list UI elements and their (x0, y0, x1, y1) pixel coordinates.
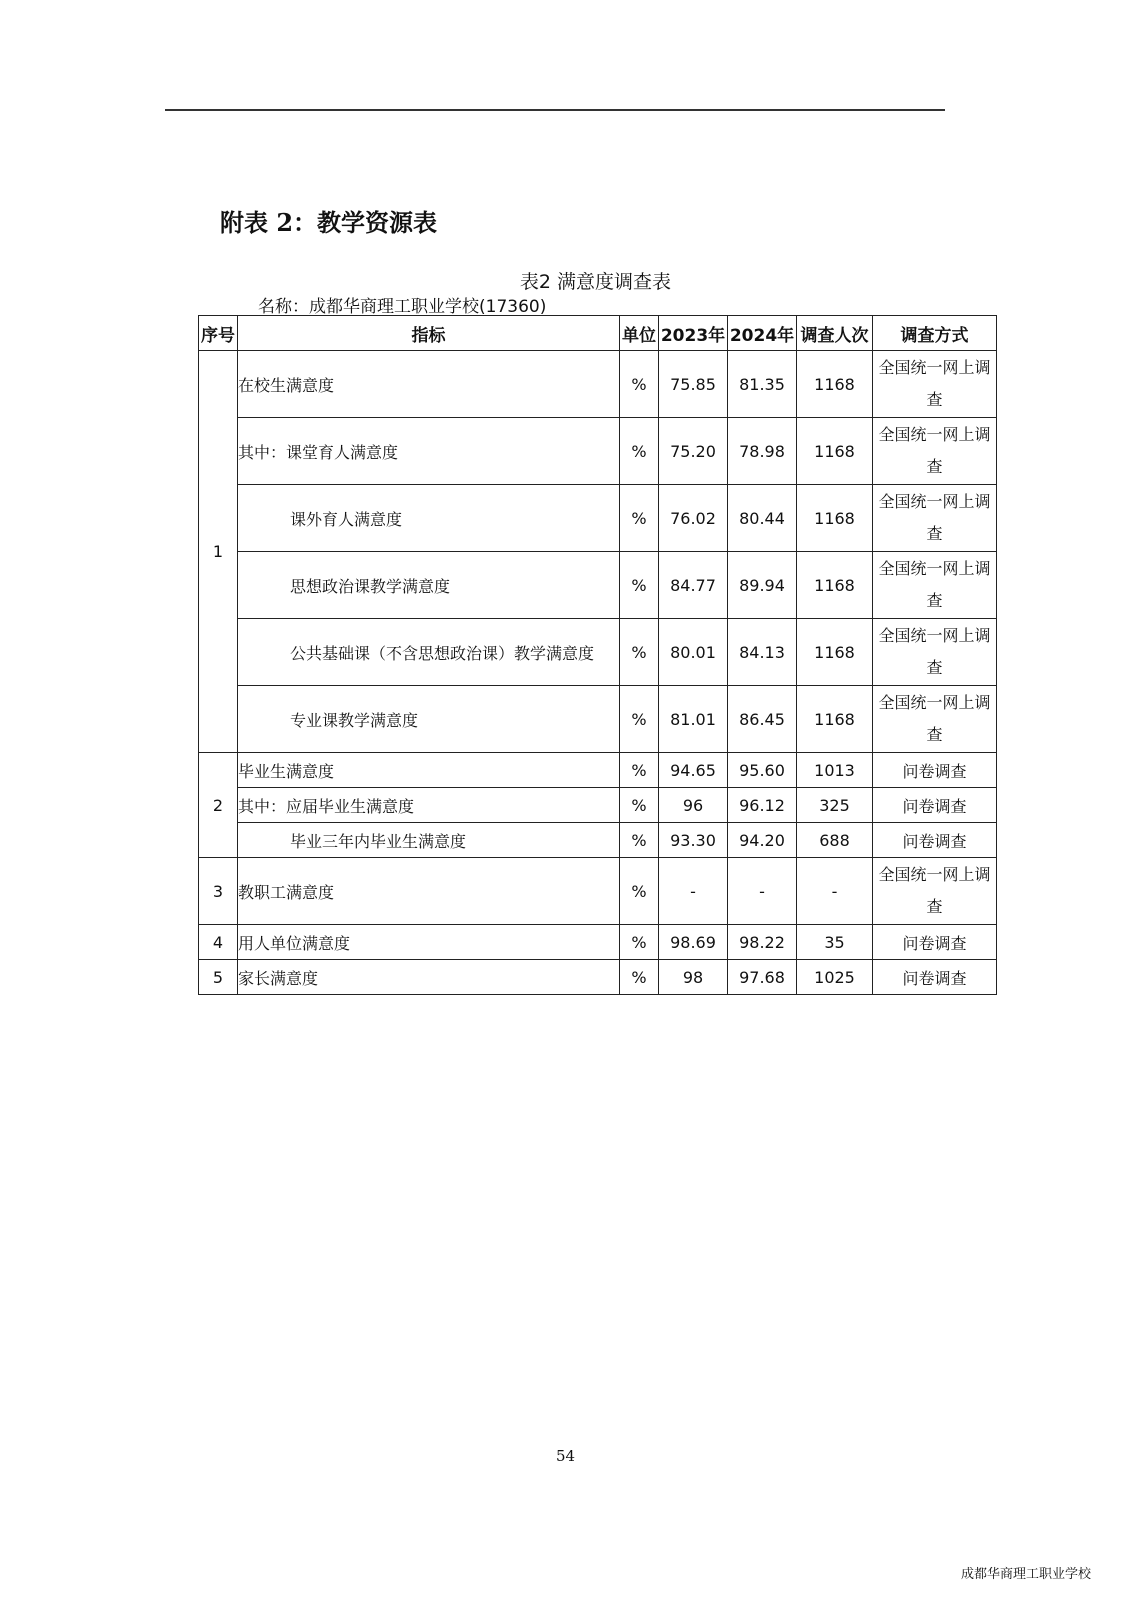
value-2023-cell: 81.01 (659, 686, 728, 753)
value-2024-cell: 89.94 (728, 552, 797, 619)
value-2023-cell: 80.01 (659, 619, 728, 686)
table-row (199, 351, 997, 418)
footer-school: 成都华商理工职业学校 (960, 1567, 1091, 1582)
survey-count-cell: 1013 (797, 753, 873, 788)
value-2023-cell: 75.20 (659, 418, 728, 485)
survey-method-cell: 问卷调查 (873, 788, 997, 823)
survey-method-cell: 问卷调查 (873, 823, 997, 858)
indicator-cell: 毕业生满意度 (238, 753, 620, 788)
table-header-row (199, 316, 997, 351)
value-2023-cell: 84.77 (659, 552, 728, 619)
survey-method-cell: 全国统一网上调查 (873, 418, 997, 485)
col-header: 2024年 (728, 316, 797, 351)
satisfaction-table (198, 315, 997, 995)
indicator-cell: 家长满意度 (238, 960, 620, 995)
indicator-cell: 在校生满意度 (238, 351, 620, 418)
indicator-cell: 其中：应届毕业生满意度 (238, 788, 620, 823)
indicator-cell: 用人单位满意度 (238, 925, 620, 960)
value-2024-cell: 86.45 (728, 686, 797, 753)
value-2024-cell: 84.13 (728, 619, 797, 686)
table-row (199, 619, 997, 686)
survey-count-cell: 35 (797, 925, 873, 960)
table-row (199, 960, 997, 995)
indicator-cell: 课外育人满意度 (238, 485, 620, 552)
table-title: 表2 满意度调查表 (519, 271, 672, 293)
unit-cell: % (620, 960, 659, 995)
value-2024-cell: 95.60 (728, 753, 797, 788)
value-2023-cell: 98 (659, 960, 728, 995)
value-2023-cell: 93.30 (659, 823, 728, 858)
survey-count-cell: 1168 (797, 485, 873, 552)
unit-cell: % (620, 925, 659, 960)
survey-method-cell: 全国统一网上调查 (873, 351, 997, 418)
survey-count-cell: 1168 (797, 552, 873, 619)
value-2024-cell: 96.12 (728, 788, 797, 823)
value-2024-cell: 81.35 (728, 351, 797, 418)
col-header: 指标 (238, 316, 620, 351)
row-number: 4 (199, 925, 238, 960)
survey-count-cell: 1168 (797, 686, 873, 753)
survey-count-cell: 1168 (797, 619, 873, 686)
value-2024-cell: 78.98 (728, 418, 797, 485)
row-number: 2 (199, 753, 238, 858)
row-number: 1 (199, 351, 238, 753)
unit-cell: % (620, 788, 659, 823)
survey-method-cell: 全国统一网上调查 (873, 485, 997, 552)
table-row (199, 552, 997, 619)
unit-cell: % (620, 351, 659, 418)
value-2023-cell: 96 (659, 788, 728, 823)
table-row (199, 753, 997, 788)
indicator-cell: 教职工满意度 (238, 858, 620, 925)
value-2024-cell: - (728, 858, 797, 925)
unit-cell: % (620, 552, 659, 619)
row-number: 5 (199, 960, 238, 995)
school-name: 名称：成都华商理工职业学校(17360) (258, 297, 547, 317)
value-2023-cell: - (659, 858, 728, 925)
survey-count-cell: 688 (797, 823, 873, 858)
value-2023-cell: 76.02 (659, 485, 728, 552)
col-header: 调查方式 (873, 316, 997, 351)
value-2024-cell: 97.68 (728, 960, 797, 995)
unit-cell: % (620, 858, 659, 925)
survey-method-cell: 问卷调查 (873, 960, 997, 995)
survey-method-cell: 问卷调查 (873, 925, 997, 960)
value-2023-cell: 75.85 (659, 351, 728, 418)
table-row (199, 686, 997, 753)
table-row (199, 418, 997, 485)
survey-count-cell: 325 (797, 788, 873, 823)
table-row (199, 823, 997, 858)
value-2024-cell: 80.44 (728, 485, 797, 552)
value-2024-cell: 98.22 (728, 925, 797, 960)
unit-cell: % (620, 823, 659, 858)
survey-method-cell: 问卷调查 (873, 753, 997, 788)
survey-count-cell: 1168 (797, 351, 873, 418)
table-row (199, 925, 997, 960)
value-2024-cell: 94.20 (728, 823, 797, 858)
survey-method-cell: 全国统一网上调查 (873, 619, 997, 686)
col-header: 2023年 (659, 316, 728, 351)
header-rule (165, 109, 945, 111)
indicator-cell: 其中：课堂育人满意度 (238, 418, 620, 485)
survey-method-cell: 全国统一网上调查 (873, 686, 997, 753)
indicator-cell: 思想政治课教学满意度 (238, 552, 620, 619)
indicator-cell: 毕业三年内毕业生满意度 (238, 823, 620, 858)
row-number: 3 (199, 858, 238, 925)
page-number: 54 (555, 1447, 576, 1465)
value-2023-cell: 94.65 (659, 753, 728, 788)
table-row (199, 788, 997, 823)
unit-cell: % (620, 418, 659, 485)
survey-count-cell: 1025 (797, 960, 873, 995)
indicator-cell: 专业课教学满意度 (238, 686, 620, 753)
survey-method-cell: 全国统一网上调查 (873, 552, 997, 619)
section-heading: 附表 2：教学资源表 (220, 208, 438, 237)
unit-cell: % (620, 753, 659, 788)
indicator-cell: 公共基础课（不含思想政治课）教学满意度 (238, 619, 620, 686)
col-header: 序号 (199, 316, 238, 351)
unit-cell: % (620, 485, 659, 552)
survey-count-cell: 1168 (797, 418, 873, 485)
table-row (199, 858, 997, 925)
table-row (199, 485, 997, 552)
unit-cell: % (620, 619, 659, 686)
survey-count-cell: - (797, 858, 873, 925)
value-2023-cell: 98.69 (659, 925, 728, 960)
col-header: 调查人次 (797, 316, 873, 351)
col-header: 单位 (620, 316, 659, 351)
unit-cell: % (620, 686, 659, 753)
survey-method-cell: 全国统一网上调查 (873, 858, 997, 925)
